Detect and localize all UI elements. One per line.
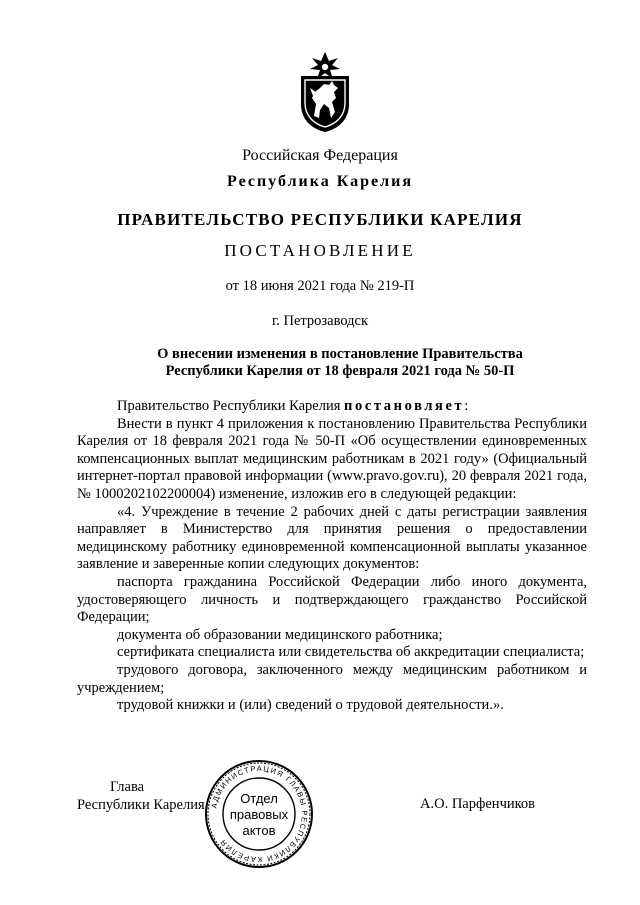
body-paragraph: «4. Учреждение в течение 2 рабочих дней с даты регистрации заявления направляет в Министерство для принятия решения о предоставлении медицинскому работнику единовременной компенсационной выплаты указанное заявление и заверенные копии следующих документов: <box>77 503 587 573</box>
resolution-verb: постановляет <box>344 398 465 414</box>
government-name: ПРАВИТЕЛЬСТВО РЕСПУБЛИКИ КАРЕЛИЯ <box>117 210 523 229</box>
body-paragraph: трудового договора, заключенного между медицинским работником и учреждением; <box>77 661 587 696</box>
republic-name: Республика Карелия <box>227 173 413 190</box>
resolution-lead: Правительство Республики Карелия <box>117 398 341 414</box>
stamp-line-1: Отдел <box>240 791 278 806</box>
document-subject <box>120 346 560 380</box>
signatory-title-line-2: Республики Карелия <box>77 796 205 813</box>
body-paragraph: сертификата специалиста или свидетельства об аккредитации специалиста; <box>117 644 585 661</box>
resolution-colon: : <box>464 398 469 414</box>
body-paragraph: документа об образовании медицинского работника; <box>117 626 443 643</box>
signatory-name: А.О. Парфенчиков <box>420 796 536 812</box>
stamp-ring-text: АДМИНИСТРАЦИЯ ГЛАВЫ РЕСПУБЛИКИ КАРЕЛИЯ <box>209 763 310 865</box>
country-name: Российская Федерация <box>242 147 398 164</box>
document-city: г. Петрозаводск <box>271 313 369 329</box>
subject-line-1: О внесении изменения в постановление Правительства <box>157 346 523 362</box>
body-paragraph <box>77 398 587 416</box>
stamp-line-3: актов <box>242 823 276 838</box>
body-paragraph: трудовой книжки и (или) сведений о трудовой деятельности.». <box>117 697 504 714</box>
document-body <box>77 398 587 715</box>
coat-of-arms-icon <box>296 52 354 134</box>
signatory-title <box>77 779 205 814</box>
official-stamp <box>203 758 315 870</box>
signatory-title-line-1: Глава <box>110 779 145 795</box>
stamp-line-2: правовых <box>229 807 289 822</box>
subject-line-2: Республики Карелия от 18 февраля 2021 года № 50-П <box>165 363 515 379</box>
document-type: ПОСТАНОВЛЕНИЕ <box>224 241 416 260</box>
body-paragraph: паспорта гражданина Российской Федерации либо иного документа, удостоверяющего личность и подтверждающего гражданство Российской Федерации; <box>77 573 587 626</box>
document-date-number: от 18 июня 2021 года № 219-П <box>225 278 415 294</box>
body-paragraph: Внести в пункт 4 приложения к постановлению Правительства Республики Карелия от 18 февраля 2021 года № 50-П «Об осуществлении единовременных компенсационных выплат медицинским работникам в 2021 году» (Официальный интернет-портал правовой информации (www.pravo.gov.ru), 20 февраля 2021 года, № 1000202102200004) изменение, изложив его в следующей редакции: <box>77 415 587 502</box>
